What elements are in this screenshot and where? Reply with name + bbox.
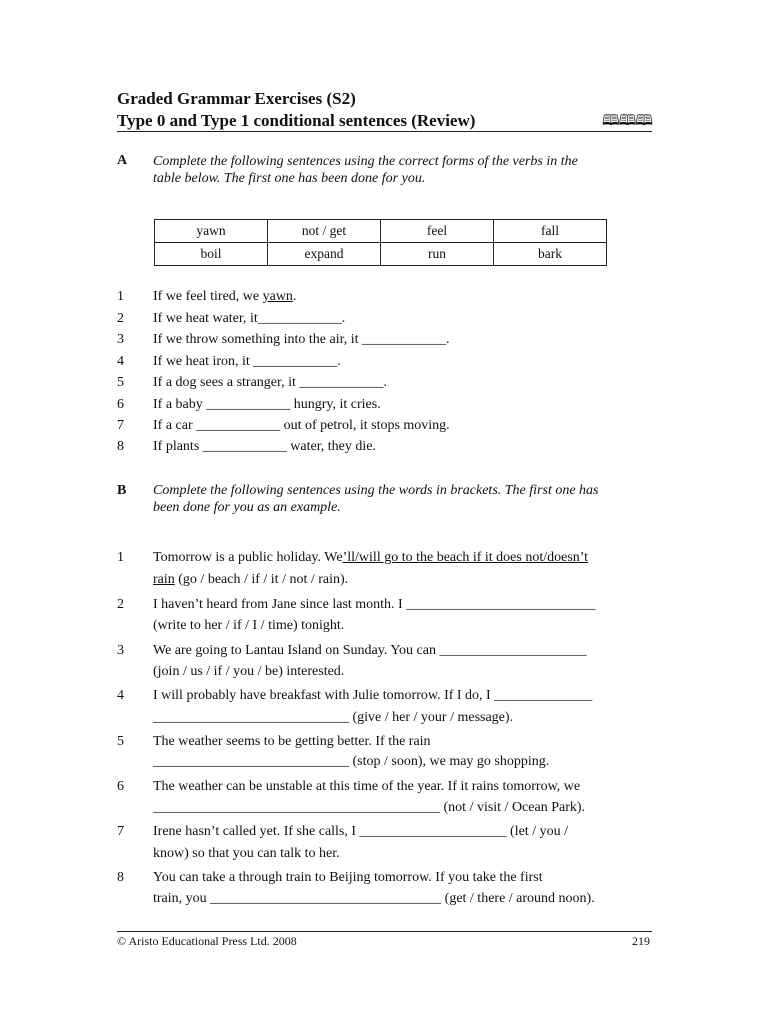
section-a-instruction <box>153 153 639 187</box>
exercise-item-line2: (join / us / if / you / be) interested. <box>153 664 345 679</box>
item-text: . <box>292 289 297 304</box>
exercise-item-line2: (write to her / if / I / time) tonight. <box>153 618 345 633</box>
verb-cell: expand <box>268 243 381 266</box>
exercise-item-line1[interactable]: I will probably have breakfast with Julie tomorrow. If I do, I ______________ <box>153 688 593 703</box>
copyright-notice: © Aristo Educational Press Ltd. 2008 <box>117 934 297 948</box>
exercise-item-line2[interactable]: train, you _________________________________ (get / there / around noon). <box>153 891 595 906</box>
verb-cell: run <box>381 243 494 266</box>
item-number: 5 <box>117 734 124 749</box>
verb-cell: not / get <box>268 220 381 243</box>
exercise-item-line1: The weather can be unstable at this time of the year. If it rains tomorrow, we <box>153 779 581 794</box>
exercise-item[interactable]: If we throw something into the air, it ____________. <box>153 332 450 347</box>
item-number: 4 <box>117 688 124 703</box>
example-answer: ’ll/will go to the beach if it does not/doesn’t <box>342 550 589 565</box>
item-number: 6 <box>117 397 124 412</box>
item-number: 2 <box>117 311 124 326</box>
verb-cell: boil <box>155 243 268 266</box>
section-a-letter: A <box>117 153 128 168</box>
section-b-letter: B <box>117 483 127 498</box>
item-number: 7 <box>117 824 124 839</box>
item-number: 6 <box>117 779 124 794</box>
page-title: Graded Grammar Exercises (S2) <box>117 89 356 108</box>
item-number: 8 <box>117 870 124 885</box>
section-a-instruction-line1: Complete the following sentences using the correct forms of the verbs in the <box>153 154 578 169</box>
verb-cell: bark <box>494 243 607 266</box>
verb-cell: fall <box>494 220 607 243</box>
verb-cell: yawn <box>155 220 268 243</box>
exercise-item[interactable]: If a dog sees a stranger, it ____________. <box>153 375 387 390</box>
exercise-item-line2 <box>153 572 348 588</box>
example-answer: yawn <box>262 289 293 304</box>
item-number: 4 <box>117 354 124 369</box>
item-number: 2 <box>117 597 124 612</box>
exercise-item-line1: You can take a through train to Beijing tomorrow. If you take the first <box>153 870 543 885</box>
footer-divider <box>117 931 652 932</box>
subtitle-text: Type 0 and Type 1 conditional sentences (Review) <box>117 111 476 130</box>
exercise-item-line2[interactable]: _________________________________________ (not / visit / Ocean Park). <box>153 800 586 815</box>
exercise-item-line1 <box>153 550 588 566</box>
item-number: 1 <box>117 289 124 304</box>
exercise-item-line2: know) so that you can talk to her. <box>153 846 340 861</box>
exercise-item[interactable]: If we heat water, it____________. <box>153 311 346 326</box>
exercise-item[interactable]: If plants ____________ water, they die. <box>153 439 377 454</box>
exercise-item[interactable]: If a car ____________ out of petrol, it stops moving. <box>153 418 450 433</box>
exercise-item-line1[interactable]: Irene hasn’t called yet. If she calls, I _____________________ (let / you / <box>153 824 568 839</box>
verb-table-row <box>155 243 607 266</box>
page-number: 219 <box>632 934 650 948</box>
section-a-instruction-line2: table below. The first one has been done for you. <box>153 171 426 186</box>
section-b-instruction <box>153 482 639 516</box>
exercise-item-line2[interactable]: ____________________________ (stop / soon), we may go shopping. <box>153 754 550 769</box>
item-number: 3 <box>117 643 124 658</box>
section-b-instruction-line2: been done for you as an example. <box>153 500 341 515</box>
item-number: 5 <box>117 375 124 390</box>
exercise-item-line2[interactable]: ____________________________ (give / her / your / message). <box>153 710 514 725</box>
item-number: 1 <box>117 550 124 565</box>
item-number: 7 <box>117 418 124 433</box>
exercise-item <box>153 289 296 305</box>
item-number: 3 <box>117 332 124 347</box>
verb-table <box>154 219 607 266</box>
verb-cell: feel <box>381 220 494 243</box>
example-answer: rain <box>153 572 175 587</box>
item-text: Tomorrow is a public holiday. We <box>153 550 343 565</box>
item-text: (go / beach / if / it / not / rain). <box>174 572 349 587</box>
exercise-item-line1: The weather seems to be getting better. If the rain <box>153 734 431 749</box>
difficulty-book-icon: 🕮🕮🕮 <box>601 113 652 129</box>
item-number: 8 <box>117 439 124 454</box>
verb-table-row <box>155 220 607 243</box>
exercise-item[interactable]: If a baby ____________ hungry, it cries. <box>153 397 381 412</box>
exercise-item[interactable]: If we heat iron, it ____________. <box>153 354 341 369</box>
section-b-instruction-line1: Complete the following sentences using the words in brackets. The first one has <box>153 483 599 498</box>
item-text: If we feel tired, we <box>153 289 263 304</box>
exercise-item-line1[interactable]: We are going to Lantau Island on Sunday. You can _____________________ <box>153 643 587 658</box>
page-subtitle <box>117 111 652 132</box>
exercise-item-line1[interactable]: I haven’t heard from Jane since last month. I ___________________________ <box>153 597 596 612</box>
